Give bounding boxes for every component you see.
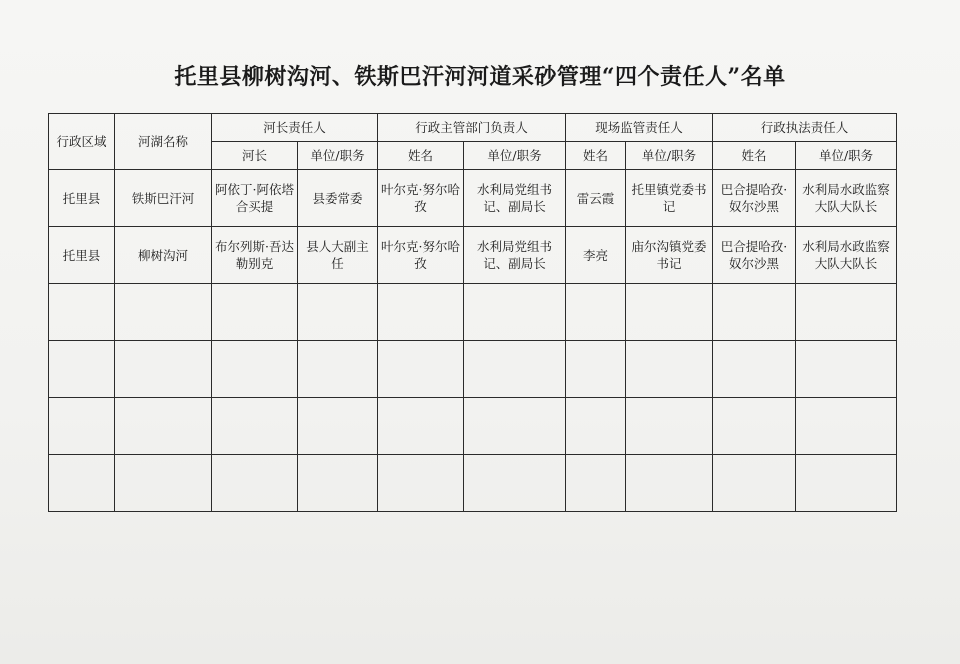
header-river-chief-group: 河长责任人 <box>212 114 378 142</box>
table-row <box>49 170 897 227</box>
header-law-enforcement-group: 行政执法责任人 <box>713 114 897 142</box>
cell-region: 托里县 <box>49 227 115 284</box>
subheader-unit-position: 单位/职务 <box>298 142 378 170</box>
cell-admin-unit: 水利局党组书记、副局长 <box>464 170 566 227</box>
header-river-name: 河湖名称 <box>115 114 212 170</box>
subheader-river-chief: 河长 <box>212 142 298 170</box>
cell-law-name: 巴合提哈孜·奴尔沙黑 <box>713 227 796 284</box>
cell-chief-name: 布尔列斯·吾达勒别克 <box>212 227 298 284</box>
empty-table-row <box>49 398 897 455</box>
cell-river: 铁斯巴汗河 <box>115 170 212 227</box>
document-title: 托里县柳树沟河、铁斯巴汗河河道采砂管理“四个责任人”名单 <box>174 64 786 90</box>
cell-site-unit: 庙尔沟镇党委书记 <box>626 227 713 284</box>
cell-chief-unit: 县人大副主任 <box>298 227 378 284</box>
empty-table-row <box>49 341 897 398</box>
cell-chief-name: 阿依丁·阿依塔合买提 <box>212 170 298 227</box>
table-row <box>49 227 897 284</box>
header-site-supervisor-group: 现场监管责任人 <box>566 114 713 142</box>
cell-site-name: 李亮 <box>566 227 626 284</box>
cell-law-unit: 水利局水政监察大队大队长 <box>796 170 897 227</box>
cell-chief-unit: 县委常委 <box>298 170 378 227</box>
header-admin-dept-group: 行政主管部门负责人 <box>378 114 566 142</box>
cell-admin-name: 叶尔克·努尔哈孜 <box>378 170 464 227</box>
cell-site-name: 雷云霞 <box>566 170 626 227</box>
cell-site-unit: 托里镇党委书记 <box>626 170 713 227</box>
cell-admin-name: 叶尔克·努尔哈孜 <box>378 227 464 284</box>
header-region: 行政区域 <box>49 114 115 170</box>
cell-law-unit: 水利局水政监察大队大队长 <box>796 227 897 284</box>
cell-river: 柳树沟河 <box>115 227 212 284</box>
cell-region: 托里县 <box>49 170 115 227</box>
subheader-name: 姓名 <box>378 142 464 170</box>
table-header-row <box>49 114 897 142</box>
subheader-unit-position: 单位/职务 <box>626 142 713 170</box>
subheader-unit-position: 单位/职务 <box>796 142 897 170</box>
cell-law-name: 巴合提哈孜·奴尔沙黑 <box>713 170 796 227</box>
subheader-name: 姓名 <box>713 142 796 170</box>
subheader-unit-position: 单位/职务 <box>464 142 566 170</box>
cell-admin-unit: 水利局党组书记、副局长 <box>464 227 566 284</box>
empty-table-row <box>49 284 897 341</box>
subheader-name: 姓名 <box>566 142 626 170</box>
responsibility-table <box>48 113 897 512</box>
empty-table-row <box>49 455 897 512</box>
